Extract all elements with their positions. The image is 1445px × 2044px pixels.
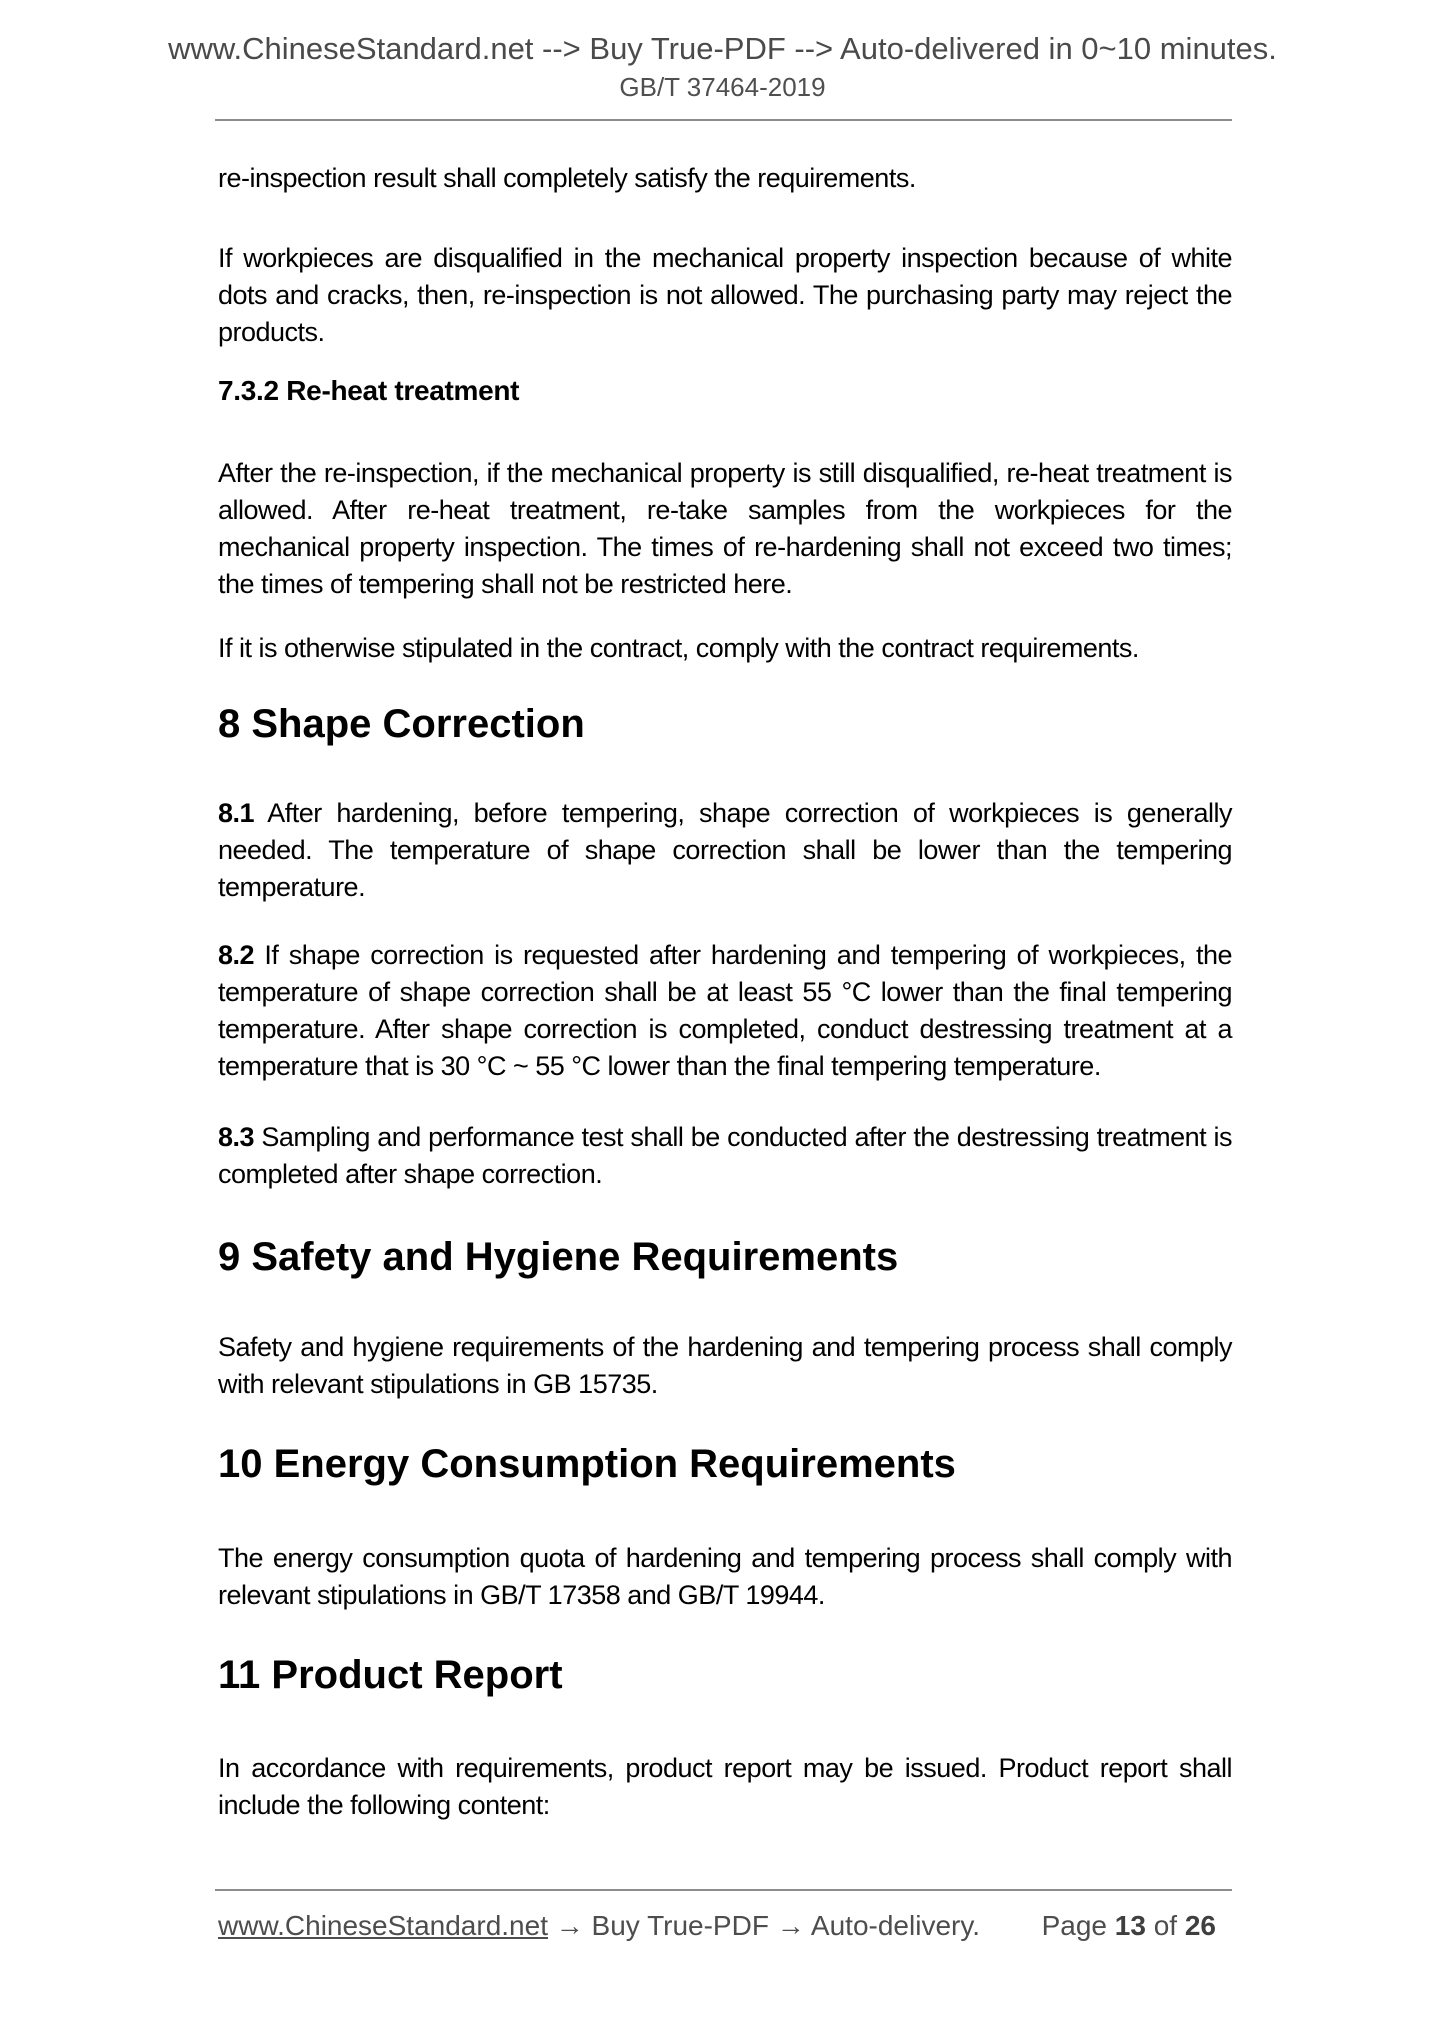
document-number: GB/T 37464-2019: [619, 72, 826, 102]
page-current-number: 13: [1114, 1910, 1146, 1941]
page-indicator: [1042, 1907, 1232, 1945]
paragraph-contract-stipulation: If it is otherwise stipulated in the contract, comply with the contract requirements.: [218, 633, 1139, 663]
footer-tagline: [218, 1907, 980, 1945]
footer-website-link[interactable]: www.ChineseStandard.net: [218, 1910, 548, 1941]
header-divider: [215, 119, 1232, 121]
clause-number: 8.3: [218, 1122, 255, 1152]
clause-8-3: [218, 1119, 1232, 1193]
section-heading-11: 11 Product Report: [218, 1653, 563, 1697]
clause-text: Sampling and performance test shall be conducted after the destressing treatment is completed after shape correction.: [218, 1122, 1232, 1189]
paragraph-product-report: In accordance with requirements, product report may be issued. Product report shall include the following content:: [218, 1753, 1232, 1820]
paragraph-safety-hygiene: Safety and hygiene requirements of the hardening and tempering process shall comply with relevant stipulations in GB 15735.: [218, 1332, 1232, 1399]
heading-7-3-2: 7.3.2 Re-heat treatment: [218, 375, 520, 406]
of-word: of: [1153, 1910, 1178, 1941]
clause-8-1: [218, 795, 1232, 906]
paragraph-reinspection-result: re-inspection result shall completely satisfy the requirements.: [218, 163, 916, 193]
paragraph-reheat-treatment: After the re-inspection, if the mechanical property is still disqualified, re-heat treatment is allowed. After re-heat treatment, re-take samples from the workpieces for the mechanical property inspection. The times of re-hardening shall not exceed two times; the times of tempering shall not be restricted here.: [218, 458, 1232, 599]
clause-8-2: [218, 937, 1232, 1085]
page-footer: [218, 1907, 1232, 1945]
footer-tagline-text: → Buy True-PDF → Auto-delivery.: [547, 1910, 981, 1941]
section-heading-8: 8 Shape Correction: [218, 702, 585, 746]
page-total-number: 26: [1184, 1910, 1216, 1941]
section-heading-10: 10 Energy Consumption Requirements: [218, 1442, 956, 1486]
page-word: Page: [1041, 1910, 1107, 1941]
clause-number: 8.2: [218, 940, 255, 970]
header-promo-text: www.ChineseStandard.net --> Buy True-PDF --> Auto-delivered in 0~10 minutes.: [168, 31, 1277, 66]
footer-divider: [215, 1889, 1232, 1891]
paragraph-disqualified-workpieces: If workpieces are disqualified in the mechanical property inspection because of white dots and cracks, then, re-inspection is not allowed. The purchasing party may reject the products.: [218, 243, 1232, 347]
clause-text: If shape correction is requested after hardening and tempering of workpieces, the temperature of shape correction shall be at least 55 °C lower than the final tempering temperature. After shape correction is completed, conduct destressing treatment at a temperature that is 30 °C ~ 55 °C lower than the final tempering temperature.: [218, 940, 1232, 1081]
clause-text: After hardening, before tempering, shape correction of workpieces is generally needed. The temperature of shape correction shall be lower than the tempering temperature.: [218, 798, 1232, 902]
section-heading-9: 9 Safety and Hygiene Requirements: [218, 1235, 899, 1279]
clause-number: 8.1: [218, 798, 255, 828]
paragraph-energy-consumption: The energy consumption quota of hardening and tempering process shall comply with relevant stipulations in GB/T 17358 and GB/T 19944.: [218, 1543, 1232, 1610]
